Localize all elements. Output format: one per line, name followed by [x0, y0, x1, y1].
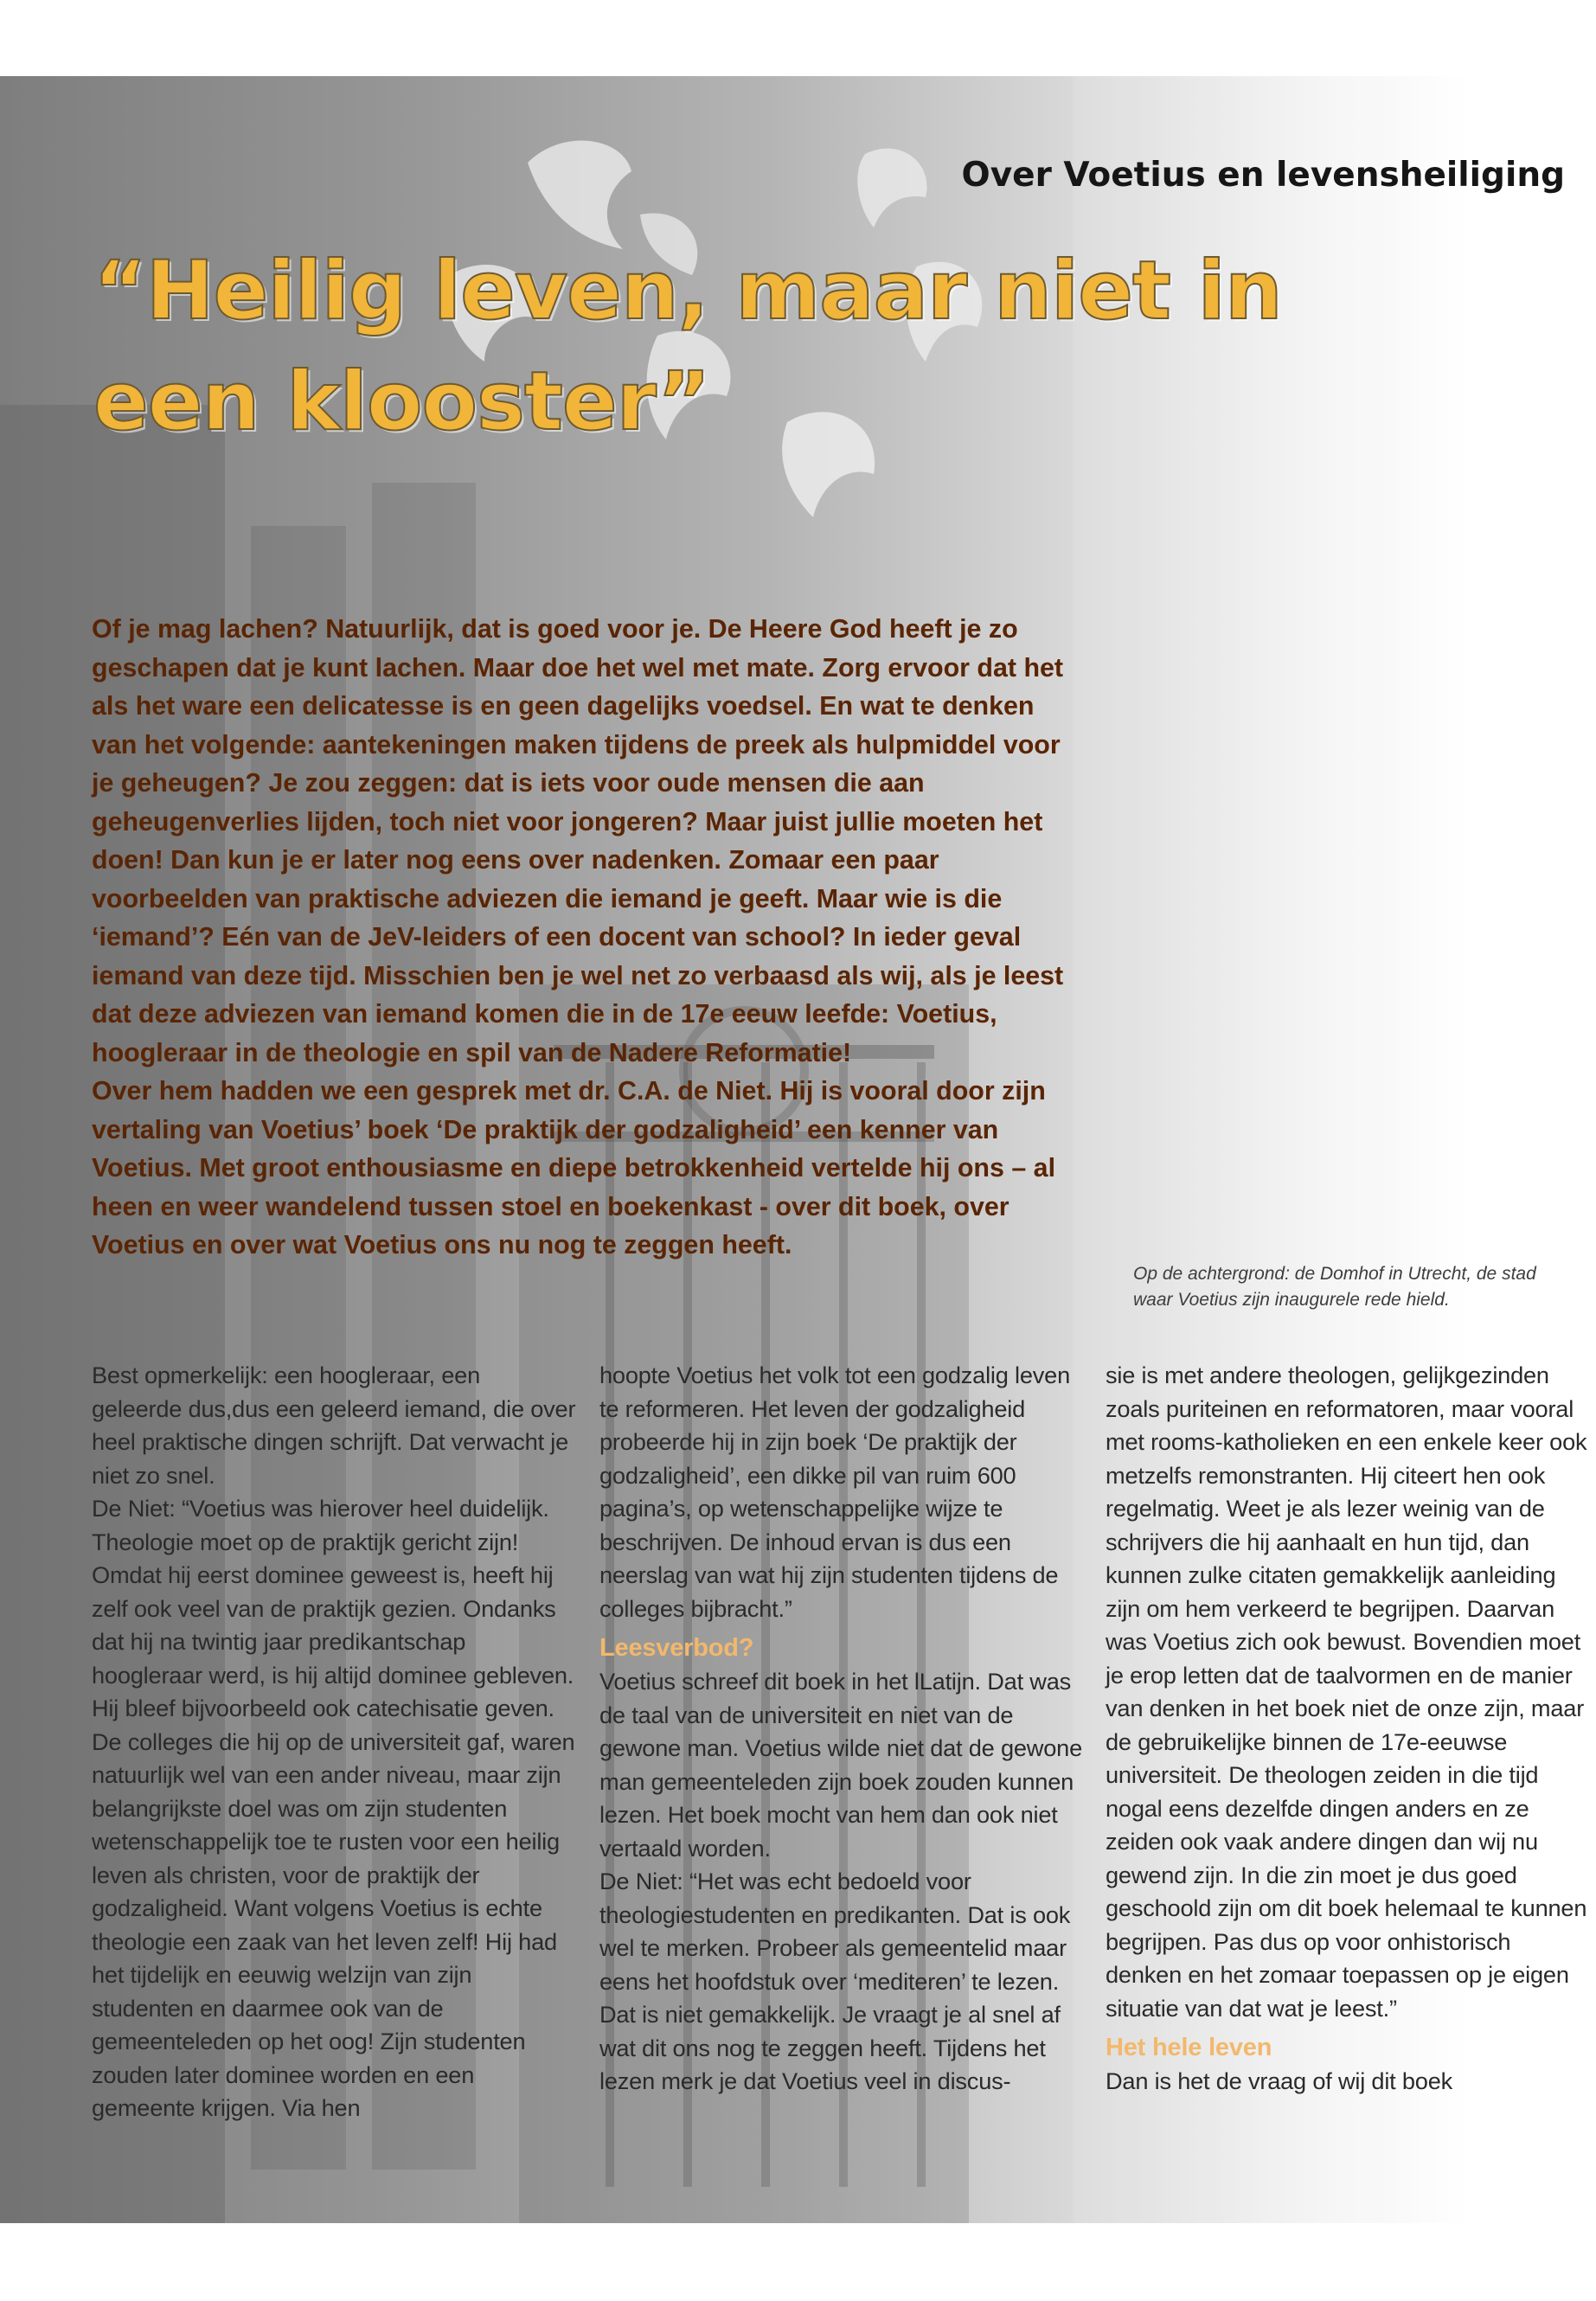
body-paragraph: Best opmerkelijk: een hoogleraar, een geleerde dus,dus een geleerd iemand, die over heel praktische dingen schrijft. Dat verwacht je niet zo snel.: [92, 1362, 576, 1489]
body-column-2: [599, 1359, 1084, 2099]
body-paragraph: Dan is het de vraag of wij dit boek: [1106, 2067, 1453, 2094]
body-paragraph: sie is met andere theologen, gelijkgezinden zoals puriteinen en reformatoren, maar vooral met rooms-katholieken en een enkele keer ook metzelfs remonstranten. Hij citeert hen ook regelmatig. Weet je als lezer weinig van de schrijvers die hij aanhaalt en hun tijd, dan kunnen zulke citaten gemakkelijk aanleiding zijn om hem verkeerd te begrijpen. Daarvan was Voetius zich ook bewust. Bovendien moet je erop letten dat de taalvormen en de manier van denken in het boek niet de onze zijn, maar de gebruikelijke binnen de 17e-eeuwse universiteit. De theologen zeiden in die tijd nogal eens dezelfde dingen anders en ze zeiden ook vaak andere dingen dan wij nu gewend zijn. In die zin moet je dus goed geschoold zijn om dit boek helemaal te kunnen begrijpen. Pas dus op voor onhistorisch denken en het zomaar toepassen op je eigen situatie van dat wat je leest.”: [1106, 1362, 1587, 2022]
body-column-1: [92, 1359, 576, 2125]
photo-caption: Op de achtergrond: de Domhof in Utrecht, de stad waar Voetius zijn inaugurele rede hield.: [1133, 1264, 1536, 1310]
headline: “Heilig leven, maar niet in een klooster”: [93, 244, 1282, 449]
page-bottom-margin: [0, 2223, 1596, 2301]
subheading-leesverbod: Leesverbod?: [599, 1634, 754, 1662]
body-paragraph: De Niet: “Het was echt bedoeld voor theologiestudenten en predikanten. Dat is ook wel te merken. Probeer als gemeentelid maar eens het hoofdstuk over ‘mediteren’ te lezen. Dat is niet gemakkelijk. Je vraagt je al snel af wat dit ons nog te zeggen heeft. Tijdens het lezen merk je dat Voetius veel in discus-: [599, 1868, 1071, 2094]
intro-text: [92, 610, 1065, 1265]
intro-paragraph: Of je mag lachen? Natuurlijk, dat is goed voor je. De Heere God heeft je zo geschapen dat je kunt lachen. Maar doe het wel met mate. Zorg ervoor dat het als het ware een delicatesse is en geen dagelijks voedsel. En wat te denken van het volgende: aantekeningen maken tijdens de preek als hulpmiddel voor je geheugen? Je zou zeggen: dat is iets voor oude mensen die aan geheugenverlies lijden, toch niet voor jongeren? Maar juist jullie moeten het doen! Dan kun je er later nog eens over nadenken. Zomaar een paar voorbeelden van praktische adviezen die iemand je geeft. Maar wie is die ‘iemand’? Eén van de JeV-leiders of een docent van school? In ieder geval iemand van deze tijd. Misschien ben je wel net zo verbaasd als wij, als je leest dat deze adviezen van iemand komen die in de 17e eeuw leefde: Voetius, hoogleraar in de theologie en spil van de Nadere Reformatie!: [92, 614, 1064, 1067]
subheading-het-hele-leven: Het hele leven: [1106, 2034, 1272, 2061]
magazine-page: [0, 76, 1596, 2223]
body-column-3: [1106, 1359, 1590, 2099]
body-paragraph: De Niet: “Voetius was hierover heel duidelijk. Theologie moet op de praktijk gericht zijn! Omdat hij eerst dominee geweest is, heeft hij zelf ook veel van de praktijk gezien. Ondanks dat hij na twintig jaar predikantschap hoogleraar werd, is hij altijd dominee gebleven. Hij bleef bijvoorbeeld ook catechisatie geven. De colleges die hij op de universiteit gaf, waren natuurlijk wel van een ander niveau, maar zijn belangrijkste doel was om zijn studenten wetenschappelijk toe te rusten voor een heilig leven als christen, voor de praktijk der godzaligheid. Want volgens Voetius is echte theologie een zaak van het leven zelf! Hij had het tijdelijk en eeuwig welzijn van zijn studenten en daarmee ook van de gemeenteleden op het oog! Zijn studenten zouden later dominee worden en een gemeente krijgen. Via hen: [92, 1495, 575, 2121]
body-paragraph: Voetius schreef dit boek in het lLatijn. Dat was de taal van de universiteit en niet van de gewone man. Voetius wilde niet dat de gewone man gemeenteleden zijn boek zouden kunnen lezen. Het boek mocht van hem dan ook niet vertaald worden.: [599, 1668, 1082, 1862]
intro-paragraph: Over hem hadden we een gesprek met dr. C.A. de Niet. Hij is vooral door zijn vertaling van Voetius’ boek ‘De praktijk der godzaligheid’ een kenner van Voetius. Met groot enthousiasme en diepe betrokkenheid vertelde hij ons – al heen en weer wandelend tussen stoel en boekenkast - over dit boek, over Voetius en over wat Voetius ons nu nog te zeggen heeft.: [92, 1076, 1056, 1259]
body-paragraph: hoopte Voetius het volk tot een godzalig leven te reformeren. Het leven der godzaligheid probeerde hij in zijn boek ‘De praktijk der godzaligheid’, een dikke pil van ruim 600 pagina’s, op wetenschappelijke wijze te beschrijven. De inhoud ervan is dus een neerslag van wat hij zijn studenten tijdens de colleges bijbracht.”: [599, 1362, 1071, 1622]
section-tag: Over Voetius en levensheiliging: [961, 156, 1565, 195]
